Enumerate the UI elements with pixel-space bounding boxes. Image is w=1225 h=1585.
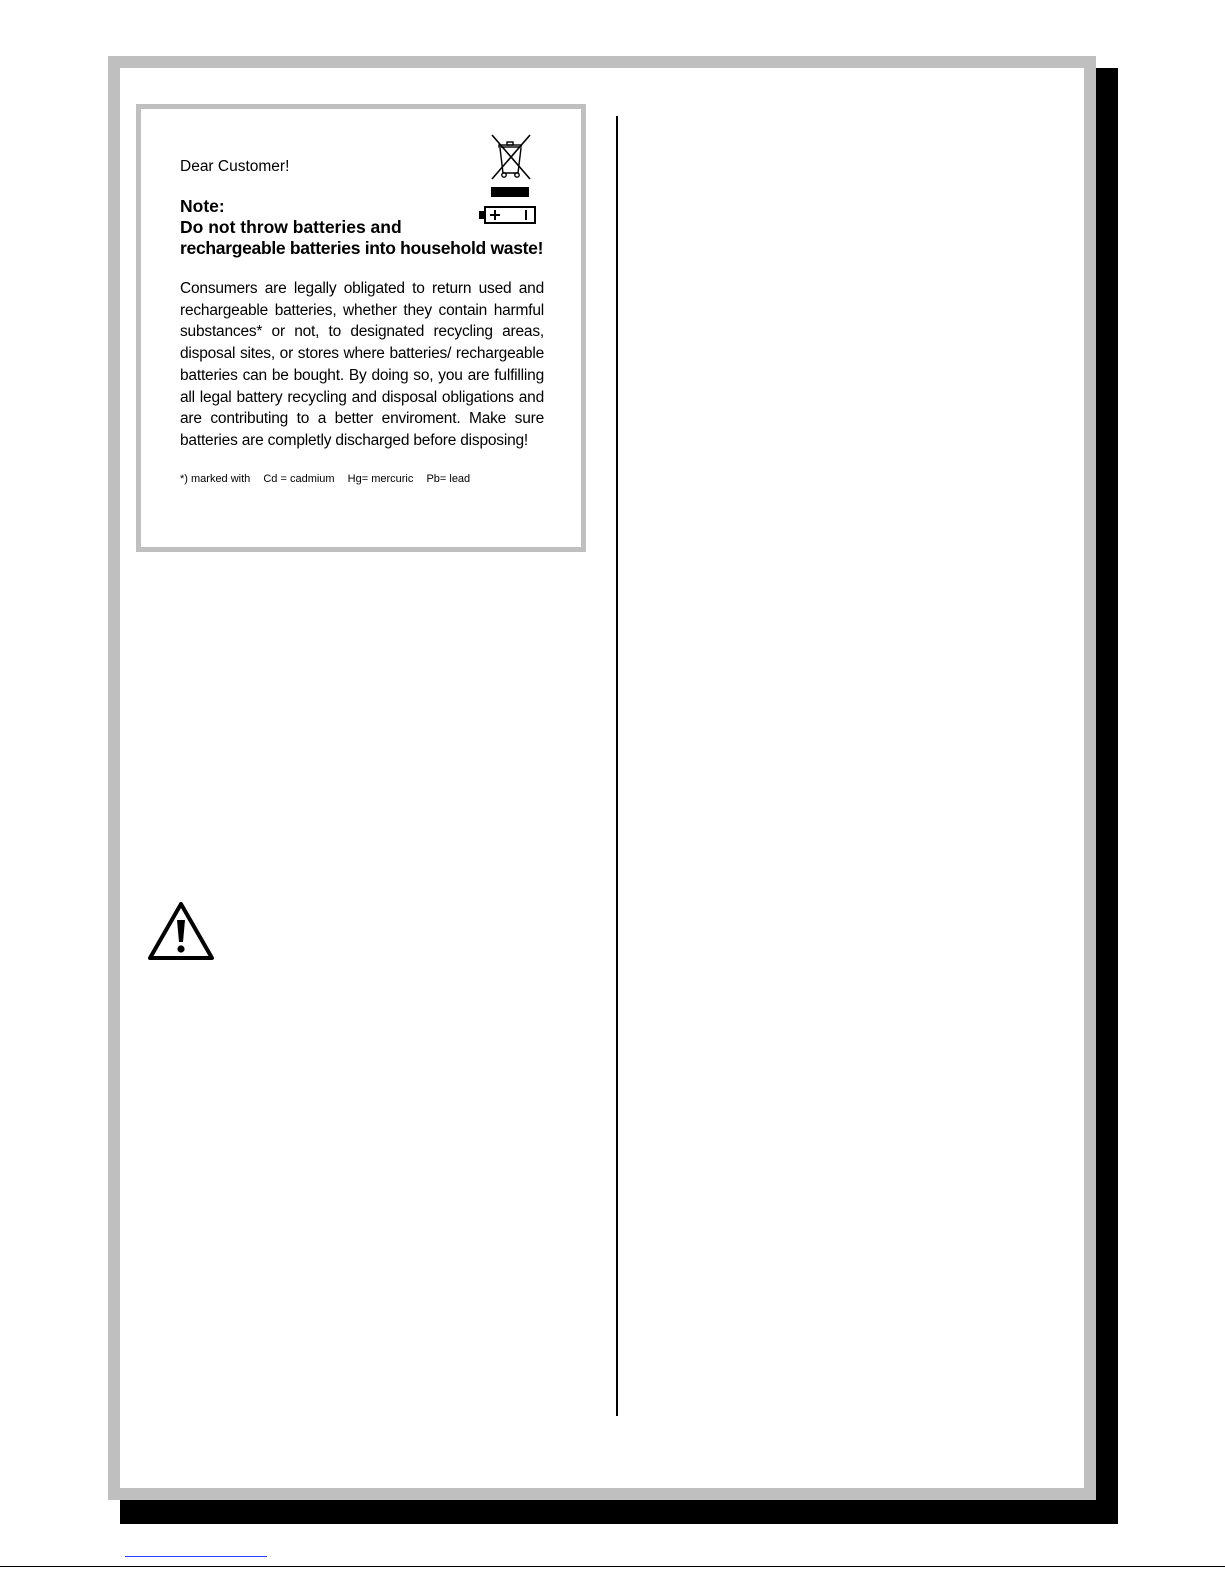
battery-disposal-notice xyxy=(136,104,586,552)
greeting: Dear Customer! xyxy=(180,158,290,175)
footnote-cadmium: Cd = cadmium xyxy=(263,472,335,485)
footnote-mercuric: Hg= mercuric xyxy=(347,472,414,485)
footnote-lead: Pb= lead xyxy=(426,472,471,485)
warning-triangle-icon xyxy=(147,900,215,962)
note-line-2: rechargeable batteries into household waste! xyxy=(180,238,544,258)
note-line-1: Do not throw batteries and xyxy=(180,217,402,237)
bottom-rule xyxy=(0,1566,1225,1567)
notice-text xyxy=(180,157,544,486)
footnote xyxy=(180,472,544,486)
page xyxy=(120,68,1084,1488)
page-frame xyxy=(108,56,1096,1500)
note-title: Note: xyxy=(180,196,225,216)
disposal-paragraph: Consumers are legally obligated to return used and rechargeable batteries, whether they contain harmful substances* or not, to designated recycling areas, disposal sites, or stores where batteries/ rechargeable batteries can be bought. By doing so, you are fulfilling all legal battery recycling and disposal obligations and are contributing to a better enviroment. Make sure batteries are completly discharged before disposing! xyxy=(180,280,544,449)
column-divider xyxy=(616,116,618,1416)
footnote-marked: *) marked with xyxy=(180,472,251,485)
link-underline[interactable] xyxy=(125,1556,267,1557)
